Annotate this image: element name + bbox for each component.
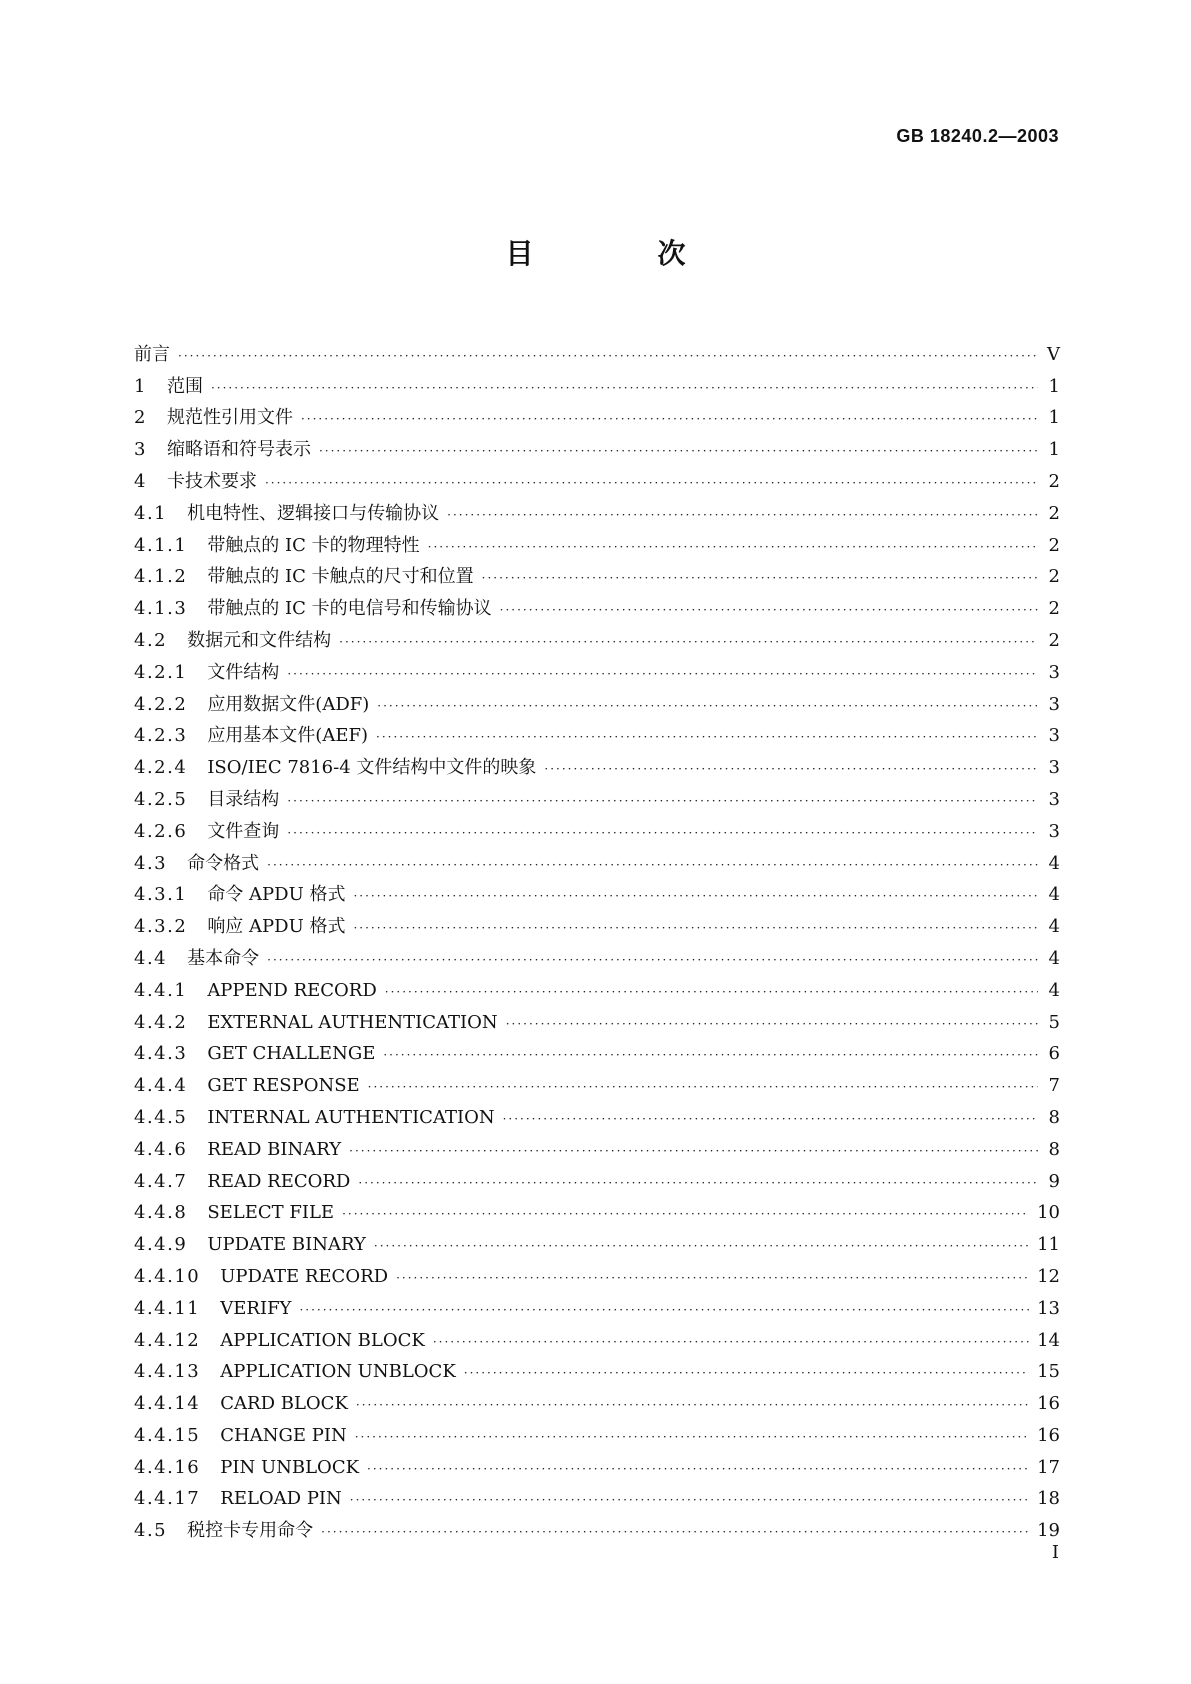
- toc-entry-number: 4.2.3: [134, 725, 188, 747]
- toc-entry-number: 4.2.6: [134, 820, 188, 842]
- toc-entry-number: 4.1.1: [134, 534, 188, 556]
- toc-entry-title: VERIFY: [220, 1297, 292, 1319]
- toc-entry[interactable]: [134, 1320, 1060, 1352]
- toc-entry-number: 4.4.13: [134, 1361, 201, 1383]
- toc-entry[interactable]: [134, 1034, 1060, 1066]
- toc-entry[interactable]: [134, 557, 1060, 589]
- toc-entry-title: CHANGE PIN: [220, 1424, 347, 1446]
- toc-entry-number: 4.2.1: [134, 661, 188, 683]
- toc-entry[interactable]: [134, 1415, 1060, 1447]
- toc-entry-page: 3: [1048, 820, 1060, 842]
- toc-dot-leader: [385, 986, 1038, 998]
- toc-entry-number: 4.4.8: [134, 1202, 188, 1224]
- toc-entry-page: 3: [1048, 725, 1060, 747]
- toc-entry-number: 4.1.3: [134, 598, 188, 620]
- toc-dot-leader: [342, 1208, 1029, 1220]
- toc-dot-leader: [287, 827, 1038, 839]
- toc-dot-leader: [339, 636, 1038, 648]
- toc-entry-number: 4.2.5: [134, 788, 188, 810]
- toc-entry[interactable]: [134, 1383, 1060, 1415]
- toc-entry[interactable]: [134, 652, 1060, 684]
- toc-dot-leader: [267, 954, 1038, 966]
- toc-entry-title: 数据元和文件结构: [187, 629, 332, 651]
- toc-entry[interactable]: [134, 747, 1060, 779]
- toc-entry-page: 2: [1048, 598, 1060, 620]
- toc-entry-page: 2: [1048, 502, 1060, 524]
- toc-entry-page: 7: [1048, 1075, 1060, 1097]
- toc-entry[interactable]: [134, 1224, 1060, 1256]
- toc-entry-number: 4.4.1: [134, 979, 188, 1001]
- toc-entry-page: 16: [1037, 1424, 1060, 1446]
- toc-dot-leader: [349, 1145, 1038, 1157]
- toc-entry-number: 4.4.17: [134, 1488, 201, 1510]
- toc-entry-number: 4.1: [134, 502, 168, 524]
- toc-entry-title: UPDATE RECORD: [220, 1265, 389, 1287]
- toc-entry-page: 4: [1048, 979, 1060, 1001]
- toc-entry-number: 4.4.4: [134, 1075, 188, 1097]
- toc-entry-title: 应用基本文件(AEF): [207, 725, 368, 747]
- toc-entry-title: PIN UNBLOCK: [220, 1456, 360, 1478]
- toc-entry-page: 14: [1037, 1329, 1060, 1351]
- toc-entry-number: 3: [134, 439, 147, 461]
- toc-entry-page: 2: [1048, 566, 1060, 588]
- toc-entry-page: 12: [1037, 1265, 1060, 1287]
- toc-entry-page: 11: [1037, 1234, 1060, 1256]
- toc-dot-leader: [287, 795, 1038, 807]
- toc-entry-title: APPLICATION UNBLOCK: [220, 1361, 456, 1383]
- toc-entry-title: 机电特性、逻辑接口与传输协议: [187, 502, 440, 524]
- toc-entry-number: 4.4.11: [134, 1297, 201, 1319]
- toc-entry[interactable]: [134, 620, 1060, 652]
- toc-entry-title: 目录结构: [207, 788, 280, 810]
- toc-dot-leader: [464, 1367, 1029, 1379]
- toc-entry[interactable]: [134, 1161, 1060, 1193]
- toc-entry-number: 4.4.16: [134, 1456, 201, 1478]
- toc-dot-leader: [376, 731, 1038, 743]
- toc-entry-number: 4.2.4: [134, 757, 188, 779]
- toc-dot-leader: [396, 1272, 1029, 1284]
- toc-dot-leader: [211, 382, 1038, 394]
- toc-entry[interactable]: [134, 938, 1060, 970]
- toc-dot-leader: [358, 1177, 1038, 1189]
- toc-entry-title: 卡技术要求: [166, 470, 257, 492]
- toc-dot-leader: [350, 1494, 1029, 1506]
- toc-entry-page: V: [1047, 343, 1060, 365]
- toc-dot-leader: [447, 509, 1038, 521]
- toc-entry-page: 19: [1037, 1520, 1060, 1542]
- toc-entry-number: 4.4.14: [134, 1393, 201, 1415]
- toc-entry-title: 带触点的 IC 卡的电信号和传输协议: [207, 598, 492, 620]
- toc-dot-leader: [383, 1049, 1038, 1061]
- toc-dot-leader: [428, 541, 1038, 553]
- toc-entry-title: 范围: [166, 375, 203, 397]
- toc-entry-title: 前言: [134, 343, 170, 365]
- toc-entry[interactable]: [134, 1193, 1060, 1225]
- toc-entry-title: ISO/IEC 7816-4 文件结构中文件的映象: [207, 757, 537, 779]
- toc-entry-title: SELECT FILE: [207, 1202, 335, 1224]
- page-title: 目 次: [505, 237, 734, 270]
- toc-entry-title: 命令 APDU 格式: [207, 884, 346, 906]
- toc-entry-title: UPDATE BINARY: [207, 1234, 366, 1256]
- toc-entry-number: 4.4.10: [134, 1265, 201, 1287]
- toc-entry-number: 4.2.2: [134, 693, 188, 715]
- toc-entry-number: 4.4: [134, 947, 168, 969]
- toc-entry-title: APPLICATION BLOCK: [220, 1329, 425, 1351]
- toc-dot-leader: [503, 1113, 1038, 1125]
- toc-entry-page: 1: [1048, 439, 1060, 461]
- toc-entry-page: 4: [1048, 916, 1060, 938]
- toc-entry-page: 9: [1048, 1170, 1060, 1192]
- toc-entry-title: 缩略语和符号表示: [166, 439, 311, 461]
- toc-dot-leader: [367, 1463, 1029, 1475]
- toc-entry[interactable]: [134, 716, 1060, 748]
- toc-entry-title: CARD BLOCK: [220, 1393, 348, 1415]
- toc-entry[interactable]: [134, 493, 1060, 525]
- toc-dot-leader: [377, 700, 1038, 712]
- toc-entry[interactable]: [134, 398, 1060, 430]
- toc-entry[interactable]: [134, 525, 1060, 557]
- toc-entry[interactable]: [134, 334, 1060, 366]
- toc-dot-leader: [433, 1336, 1029, 1348]
- toc-dot-leader: [321, 1526, 1029, 1538]
- toc-entry[interactable]: [134, 779, 1060, 811]
- toc-entry[interactable]: [134, 1002, 1060, 1034]
- toc-entry[interactable]: [134, 811, 1060, 843]
- toc-entry-title: GET RESPONSE: [207, 1075, 360, 1097]
- toc-entry-title: APPEND RECORD: [207, 979, 377, 1001]
- toc-entry-title: 带触点的 IC 卡的物理特性: [207, 534, 420, 556]
- toc-entry-page: 3: [1048, 693, 1060, 715]
- toc-dot-leader: [178, 350, 1038, 362]
- toc-dot-leader: [353, 890, 1038, 902]
- toc-entry-page: 4: [1048, 947, 1060, 969]
- toc-dot-leader: [301, 413, 1038, 425]
- toc-entry-title: 应用数据文件(ADF): [207, 693, 370, 715]
- toc-entry-number: 4.2: [134, 629, 168, 651]
- toc-dot-leader: [482, 572, 1038, 584]
- toc-entry-title: RELOAD PIN: [220, 1488, 342, 1510]
- toc-entry-number: 4: [134, 470, 147, 492]
- toc-dot-leader: [287, 668, 1038, 680]
- toc-entry-page: 1: [1048, 375, 1060, 397]
- toc-entry-page: 5: [1048, 1011, 1060, 1033]
- toc-entry[interactable]: [134, 1065, 1060, 1097]
- toc-dot-leader: [319, 445, 1038, 457]
- toc-entry-number: 4.4.3: [134, 1043, 188, 1065]
- toc-entry-page: 2: [1048, 534, 1060, 556]
- toc-entry[interactable]: [134, 1352, 1060, 1384]
- toc-entry-page: 16: [1037, 1393, 1060, 1415]
- toc-entry-title: INTERNAL AUTHENTICATION: [207, 1106, 495, 1128]
- toc-entry-title: 带触点的 IC 卡触点的尺寸和位置: [207, 566, 474, 588]
- toc-entry[interactable]: [134, 843, 1060, 875]
- toc-entry-page: 18: [1037, 1488, 1060, 1510]
- standard-code: GB 18240.2—2003: [896, 126, 1059, 146]
- toc-entry-number: 2: [134, 407, 147, 429]
- toc-entry[interactable]: [134, 1129, 1060, 1161]
- toc-dot-leader: [506, 1018, 1038, 1030]
- toc-entry[interactable]: [134, 1447, 1060, 1479]
- toc-dot-leader: [355, 1431, 1029, 1443]
- toc-entry[interactable]: [134, 429, 1060, 461]
- toc-dot-leader: [500, 604, 1038, 616]
- toc-entry-number: 4.4.9: [134, 1234, 188, 1256]
- toc-entry-title: 文件结构: [207, 661, 280, 683]
- toc-entry[interactable]: [134, 875, 1060, 907]
- toc-entry-page: 17: [1037, 1456, 1060, 1478]
- toc-entry-number: 1: [134, 375, 147, 397]
- toc-entry-title: READ RECORD: [207, 1170, 351, 1192]
- toc-entry-page: 13: [1037, 1297, 1060, 1319]
- toc-entry-page: 8: [1048, 1106, 1060, 1128]
- toc-entry-page: 3: [1048, 788, 1060, 810]
- toc-dot-leader: [368, 1081, 1038, 1093]
- toc-entry-page: 2: [1048, 470, 1060, 492]
- toc-entry-number: 4.3.1: [134, 884, 188, 906]
- toc-entry-page: 2: [1048, 629, 1060, 651]
- toc-dot-leader: [374, 1240, 1029, 1252]
- toc-entry-page: 15: [1037, 1361, 1060, 1383]
- toc-dot-leader: [544, 763, 1038, 775]
- toc-entry-title: 文件查询: [207, 820, 280, 842]
- toc-entry[interactable]: [134, 461, 1060, 493]
- toc-entry-number: 4.4.12: [134, 1329, 201, 1351]
- toc-dot-leader: [353, 922, 1038, 934]
- toc-entry[interactable]: [134, 1097, 1060, 1129]
- toc-entry-number: 4.3.2: [134, 916, 188, 938]
- toc-entry-number: 4.5: [134, 1520, 168, 1542]
- toc-entry[interactable]: [134, 366, 1060, 398]
- toc-entry-number: 4.4.5: [134, 1106, 188, 1128]
- toc-entry[interactable]: [134, 1288, 1060, 1320]
- toc-entry-title: GET CHALLENGE: [207, 1043, 376, 1065]
- toc-entry-page: 1: [1048, 407, 1060, 429]
- toc-entry-page: 8: [1048, 1138, 1060, 1160]
- table-of-contents: [134, 334, 1060, 1542]
- toc-entry-title: EXTERNAL AUTHENTICATION: [207, 1011, 498, 1033]
- toc-entry-title: 税控卡专用命令: [187, 1520, 314, 1542]
- toc-entry-page: 3: [1048, 661, 1060, 683]
- toc-entry-number: 4.1.2: [134, 566, 188, 588]
- toc-entry-number: 4.4.2: [134, 1011, 188, 1033]
- toc-dot-leader: [356, 1399, 1029, 1411]
- toc-entry-number: 4.4.6: [134, 1138, 188, 1160]
- toc-entry[interactable]: [134, 1479, 1060, 1511]
- toc-entry[interactable]: [134, 906, 1060, 938]
- toc-entry[interactable]: [134, 1256, 1060, 1288]
- toc-entry-number: 4.3: [134, 852, 168, 874]
- page-number: I: [1051, 1542, 1059, 1563]
- toc-entry[interactable]: [134, 684, 1060, 716]
- toc-entry-title: 基本命令: [187, 947, 260, 969]
- toc-dot-leader: [299, 1304, 1029, 1316]
- toc-entry-page: 6: [1048, 1043, 1060, 1065]
- toc-entry-page: 3: [1048, 757, 1060, 779]
- toc-entry[interactable]: [134, 588, 1060, 620]
- toc-entry-number: 4.4.15: [134, 1424, 201, 1446]
- toc-dot-leader: [265, 477, 1038, 489]
- toc-entry-title: 命令格式: [187, 852, 260, 874]
- toc-entry-title: 规范性引用文件: [166, 407, 293, 429]
- toc-entry[interactable]: [134, 1510, 1060, 1542]
- toc-entry-title: 响应 APDU 格式: [207, 916, 346, 938]
- toc-entry-page: 4: [1048, 884, 1060, 906]
- toc-entry-page: 10: [1037, 1202, 1060, 1224]
- toc-entry-page: 4: [1048, 852, 1060, 874]
- toc-dot-leader: [267, 859, 1038, 871]
- toc-entry-number: 4.4.7: [134, 1170, 188, 1192]
- toc-entry-title: READ BINARY: [207, 1138, 342, 1160]
- toc-entry[interactable]: [134, 970, 1060, 1002]
